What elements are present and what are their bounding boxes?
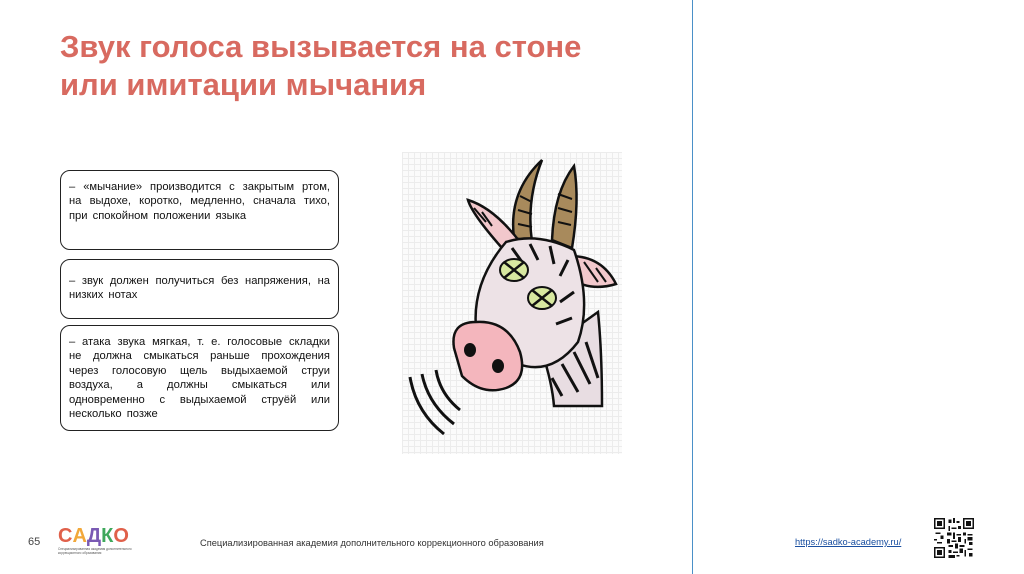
logo-word: [58, 526, 158, 546]
footer-link[interactable]: https://sadko-academy.ru/: [795, 537, 902, 547]
text-box-2: – звук должен получиться без напряжения, на низких нотах: [60, 259, 339, 319]
logo-letter-1: С: [58, 525, 72, 547]
footer-academy-name: Специализированная академия дополнительного коррекционного образования: [200, 538, 544, 548]
cow-illustration: [402, 152, 622, 454]
logo-subtitle: Специализированная академия дополнительного коррекционного образования: [58, 547, 132, 555]
cow-head-icon: [402, 152, 622, 454]
slide-title-line-2: или имитации мычания: [60, 67, 427, 102]
logo-letter-3: Д: [86, 525, 101, 547]
right-pane: [693, 0, 1024, 574]
qr-code-icon: [934, 518, 974, 558]
logo-letter-2: А: [72, 525, 86, 547]
text-box-3: – атака звука мягкая, т. е. голосовые складки не должна смыкаться раньше прохождения через голосовую щель выдыхаемой струи воздуха, а должны смыкаться или одновременно с выдыхаемой струёй или несколько позже: [60, 325, 339, 431]
page-number: 65: [28, 536, 41, 548]
slide-title: [60, 28, 670, 104]
logo-letter-5: О: [113, 525, 128, 547]
slide-title-line-1: Звук голоса вызывается на стоне: [60, 29, 582, 64]
sadko-logo: [58, 526, 158, 558]
logo-letter-4: К: [101, 525, 113, 547]
text-box-1: – «мычание» производится с закрытым ртом, на выдохе, коротко, медленно, сначала тихо, при спокойном положении языка: [60, 170, 339, 250]
